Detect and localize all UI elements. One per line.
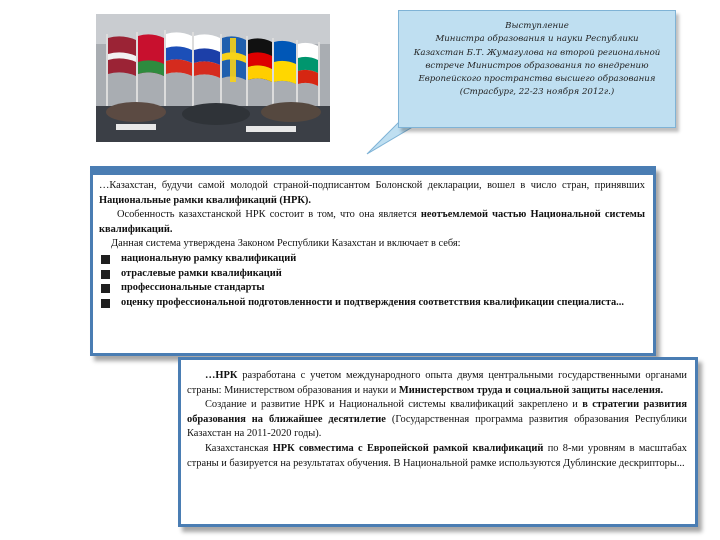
text-box-nrk-development	[178, 357, 698, 527]
box1-p1-text: …Казахстан, будучи самой молодой страной-подписантом Болонской декларации, вошел в число стран, принявших	[99, 180, 645, 191]
square-bullet-icon	[101, 299, 110, 308]
flags-illustration	[96, 14, 330, 142]
list-item-text: оценку профессиональной подготовленности и подтверждения соответствия квалификации специалиста...	[121, 296, 624, 308]
flags-photo	[96, 14, 330, 142]
callout-line: (Страсбург, 22-23 ноября 2012г.)	[459, 87, 615, 98]
box2-p3-text-end: по 8-ми уровням в масштабах страны и базируется на результатах обучения. В Национальной рамке используются Дублинские дескрипторы...	[187, 442, 687, 469]
square-bullet-icon	[101, 284, 110, 293]
box2-p1-bold-end: Министерством труда и социальной защиты населения.	[398, 384, 664, 396]
box2-p1-bold: …НРК	[205, 370, 238, 381]
list-item	[99, 252, 645, 267]
box2-paragraph-1	[187, 369, 687, 398]
box1-paragraph-2	[99, 208, 645, 237]
box2-p2-text: Создание и развитие НРК и Национальной системы квалификаций закреплено и	[205, 399, 583, 411]
box2-paragraph-3	[187, 442, 687, 471]
list-item-text: национальную рамку квалификаций	[121, 252, 297, 264]
box1-list	[99, 252, 645, 310]
list-item-text: профессиональные стандарты	[121, 282, 265, 294]
box1-p1-bold: Национальные рамки квалификаций (НРК).	[99, 194, 311, 206]
callout-text	[405, 20, 669, 100]
box2-paragraph-2	[187, 398, 687, 442]
list-item	[99, 267, 645, 282]
square-bullet-icon	[101, 255, 110, 264]
list-item-text: отраслевые рамки квалификаций	[121, 267, 282, 279]
box1-text	[99, 179, 645, 310]
list-item	[99, 296, 645, 311]
speech-callout	[398, 10, 676, 128]
box2-p2-bold: в стратегии развития образования на ближайшее десятилетие	[187, 399, 687, 425]
list-item	[99, 281, 645, 296]
text-box-nrk-kazakhstan	[90, 166, 656, 356]
box2-p1-text: разработана с учетом международного опыта двумя центральными государственными органами страны: Министерством образования и науки и	[187, 370, 687, 396]
box2-p2-text-end: (Государственная программа развития образования Республики Казахстан на 2011-2020 годы).	[187, 413, 687, 440]
box2-text	[187, 369, 687, 471]
box2-p3-text: Казахстанская	[205, 442, 273, 454]
box2-p3-bold: НРК совместима с Европейской рамкой квалификаций	[272, 442, 544, 454]
callout-line: встрече Министров образования по внедрению	[425, 60, 649, 71]
box1-paragraph-3: Данная система утверждена Законом Республики Казахстан и включает в себя:	[111, 238, 461, 250]
box1-paragraph-1	[99, 179, 645, 208]
callout-line: Казахстан Б.Т. Жумагулова на второй региональной	[413, 47, 661, 58]
square-bullet-icon	[101, 270, 110, 279]
callout-line: Министра образования и науки Республики	[435, 34, 639, 45]
box1-p2-bold: неотъемлемой частью Национальной системы квалификаций.	[99, 209, 645, 235]
box1-p2-text: Особенность казахстанской НРК состоит в том, что она является	[117, 209, 421, 221]
callout-line: Выступление	[505, 21, 569, 31]
callout-line: Европейского пространства высшего образования	[418, 74, 656, 85]
